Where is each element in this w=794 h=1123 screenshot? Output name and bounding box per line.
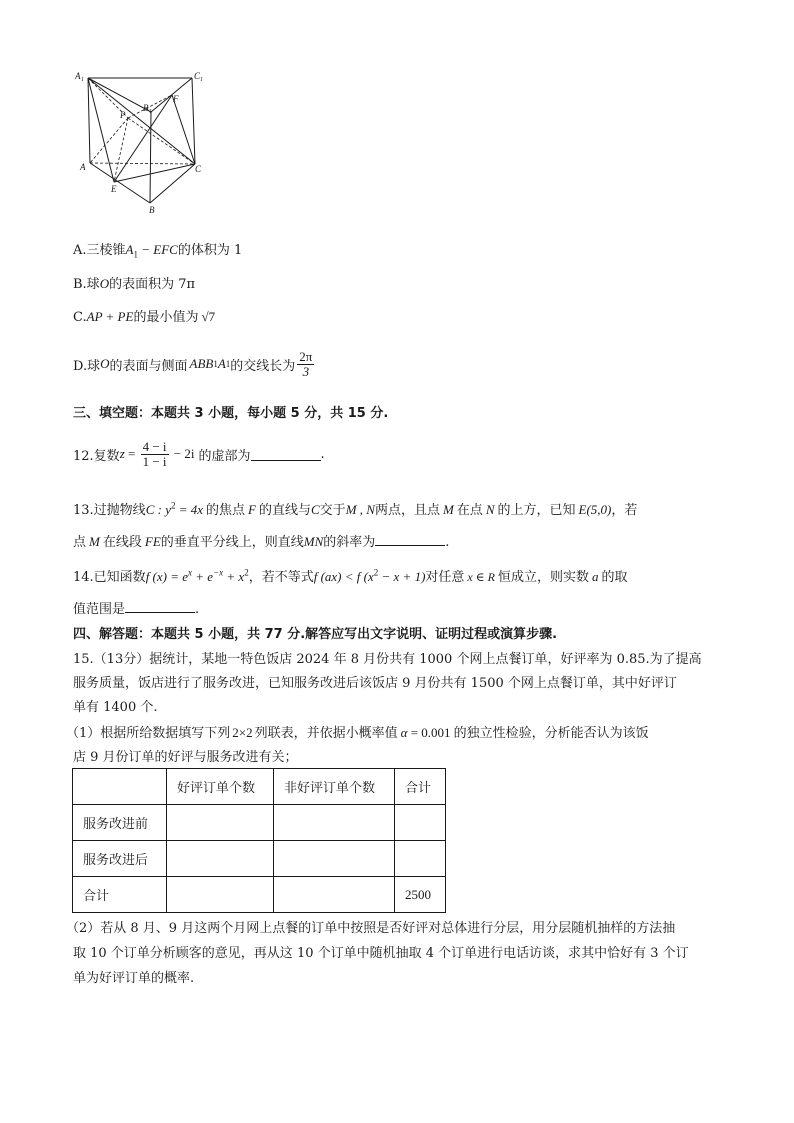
label-B: B (149, 205, 155, 215)
table-header-cell: 好评订单个数 (167, 769, 274, 805)
label-A: A (80, 162, 86, 172)
answer-blank[interactable] (375, 532, 445, 546)
label-C1-sub: 1 (200, 77, 203, 83)
table-header-row (73, 769, 446, 805)
question-12: 12.复数 z = $\frac{4 - i}{1 - i}$ − 2i 的虚部为 . (73, 438, 325, 469)
label-B1: B (143, 103, 149, 113)
table-header-cell: 合计 (395, 769, 446, 805)
answer-blank[interactable] (125, 599, 195, 613)
label-F: F (173, 94, 179, 104)
table-cell: 服务改进后 (73, 841, 167, 877)
table-cell: 合计 (73, 877, 167, 913)
question-14-line-1: 14.已知函数f $(x) = e^x + e^{-x} + x^2$，若不等式f (ax) < f $(x^2 - x + 1)$对任意 x ∈ R 恒成立，则实数 a 的取 (73, 567, 628, 585)
table-row (73, 805, 446, 841)
question-15-part-2-line-1: （2）若从 8 月、9 月这两个月网上点餐的订单中按照是否好评对总体进行分层，用分层随机抽样的方法抽 (66, 921, 676, 936)
fraction-2pi-3: $\frac{2\pi}{3}$ (299, 348, 313, 379)
question-15-part-1-line-2: 店 9 月份订单的好评与服务改进有关； (73, 750, 298, 765)
table-cell[interactable] (274, 805, 395, 841)
label-A1: A (75, 71, 81, 81)
table-row (73, 841, 446, 877)
label-P: P (120, 110, 126, 120)
table-cell: 2500 (395, 877, 446, 913)
table-header-cell: 非好评订单个数 (274, 769, 395, 805)
label-C: C (195, 164, 202, 174)
table-cell[interactable] (395, 805, 446, 841)
question-15-line-3: 单有 1400 个. (73, 700, 158, 715)
table-row (73, 877, 446, 913)
label-E: E (111, 184, 117, 194)
option-d: D.球 O 的表面与侧面 ABB 1 A 1 的交线长为 $\frac{2\pi}{3}$ (73, 348, 313, 379)
question-15-part-2-line-2: 取 10 个订单分析顾客的意见，再从这 10 个订单中随机抽取 4 个订单进行电话访谈，求其中恰好有 3 个订 (73, 946, 689, 961)
label-C1: C (194, 71, 201, 81)
label-A1-sub: 1 (81, 77, 84, 83)
option-a: A.三棱锥$A_1$ − EFC的体积为 1 (73, 242, 243, 260)
option-c: C.AP + PE的最小值为 √7 (73, 309, 216, 325)
table-cell[interactable] (167, 805, 274, 841)
question-14-line-2: 值范围是 . (73, 598, 199, 617)
question-13-line-1: 13.过抛物线C : $y^2 = 4x$ 的焦点 F 的直线与C交于M , N两点，且点 M 在点 N 的上方，已知 E(5,0)，若 (73, 500, 638, 518)
question-15-part-1: （1）根据所给数据填写下列 2×2 列联表，并依据小概率值 α = 0.001 的独立性检验，分析能否认为该饭 (66, 725, 649, 741)
table-cell[interactable] (274, 877, 395, 913)
contingency-table (72, 768, 446, 913)
fraction-4i-1i: $\frac{4 - i}{1 - i}$ (142, 438, 167, 469)
sqrt-seven: √7 (201, 309, 216, 324)
section-3-heading: 三、填空题：本题共 3 小题，每小题 5 分，共 15 分. (73, 406, 389, 421)
section-4-heading: 四、解答题：本题共 5 小题，共 77 分.解答应写出文字说明、证明过程或演算步骤. (73, 627, 558, 642)
table-cell[interactable] (167, 877, 274, 913)
table-cell: 服务改进前 (73, 805, 167, 841)
option-b: B.球O的表面积为 7π (73, 276, 196, 292)
table-cell[interactable] (395, 841, 446, 877)
label-B1-sub: 1 (149, 109, 152, 115)
table-header-cell (73, 769, 167, 805)
table-cell[interactable] (274, 841, 395, 877)
question-15-line-2: 服务质量，饭店进行了服务改进，已知服务改进后该饭店 9 月份共有 1500 个网上点餐订单，其中好评订 (73, 676, 677, 691)
answer-blank[interactable] (251, 447, 321, 461)
table-cell[interactable] (167, 841, 274, 877)
question-15-part-2-line-3: 单为好评订单的概率. (73, 971, 195, 986)
prism-figure (74, 68, 214, 218)
question-15-line-1: 15.（13分）据统计，某地一特色饭店 2024 年 8 月份共有 1000 个网上点餐订单，好评率为 0.85.为了提高 (73, 652, 702, 667)
question-13-line-2: 点 M 在线段 FE的垂直平分线上，则直线MN的斜率为 . (73, 534, 450, 550)
